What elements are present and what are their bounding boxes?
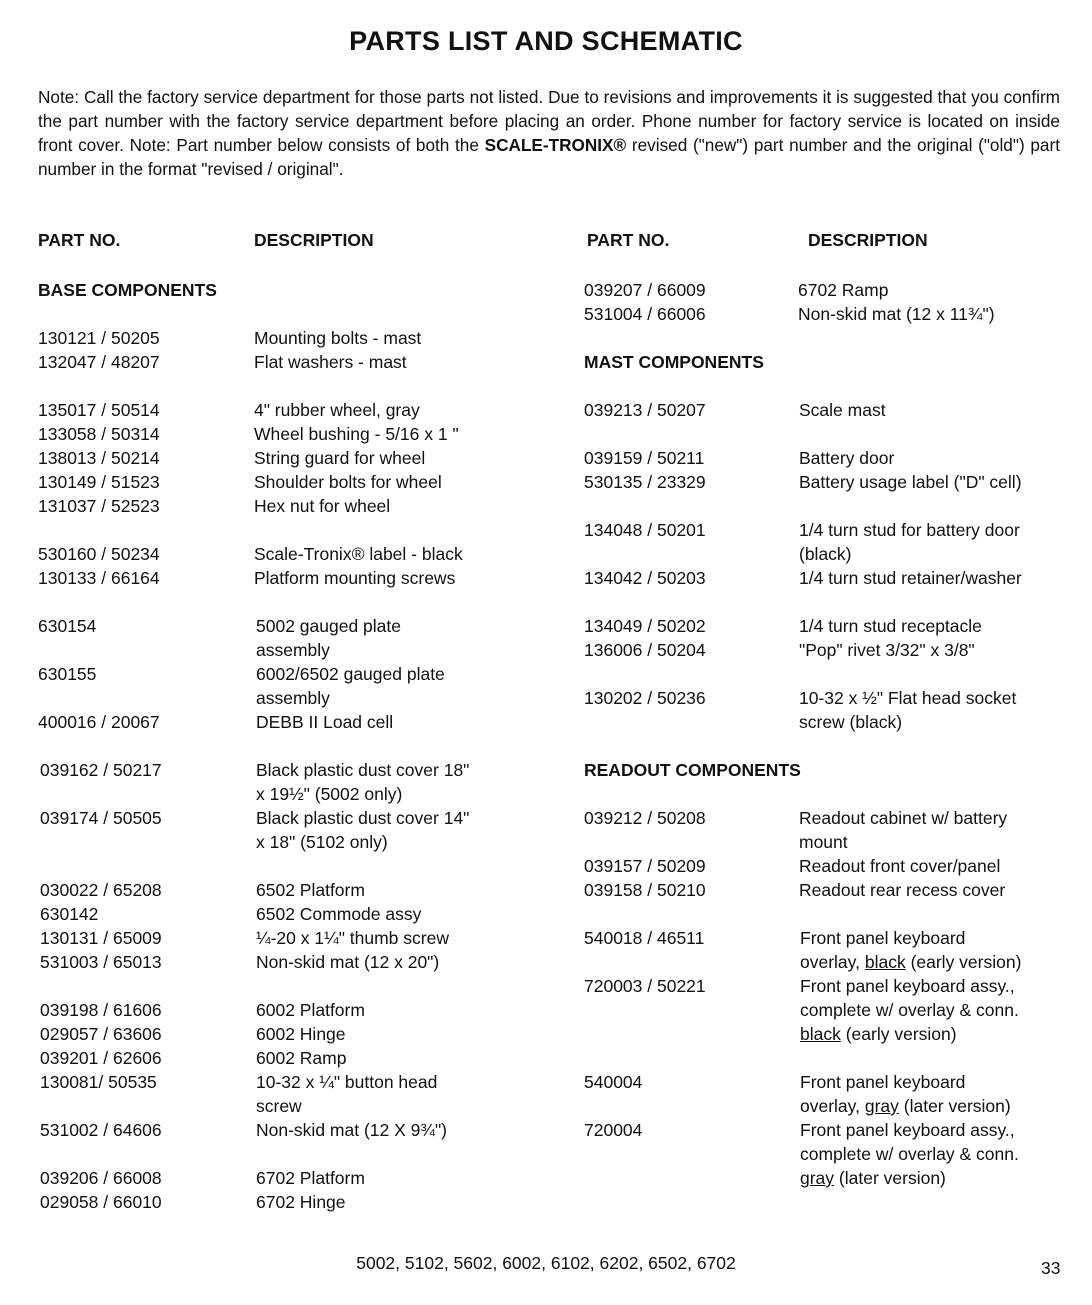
part-number: 135017 / 50514 — [38, 400, 160, 420]
part-number: 138013 / 50214 — [38, 448, 160, 468]
part-number: 130131 / 65009 — [40, 928, 162, 948]
part-description: 1/4 turn stud receptacle — [799, 616, 982, 636]
part-description: Front panel keyboard assy., — [800, 976, 1015, 996]
part-description: "Pop" rivet 3/32" x 3/8" — [799, 640, 975, 660]
part-description: Black plastic dust cover 14" — [256, 808, 470, 828]
part-number: 130133 / 66164 — [38, 568, 160, 588]
part-number: 039174 / 50505 — [40, 808, 162, 828]
part-number: 029058 / 66010 — [40, 1192, 162, 1212]
desc-color: gray — [864, 1096, 899, 1116]
part-number: 540004 — [584, 1072, 643, 1092]
part-number: 130081/ 50535 — [40, 1072, 157, 1092]
part-description: Front panel keyboard assy., — [800, 1120, 1015, 1140]
note-brand: SCALE-TRONIX® — [484, 135, 627, 155]
part-description: Shoulder bolts for wheel — [254, 472, 442, 492]
part-description: Black plastic dust cover 18" — [256, 760, 470, 780]
part-description: Readout front cover/panel — [799, 856, 1001, 876]
part-description: Non-skid mat (12 X 9¾") — [256, 1120, 448, 1140]
page-title: PARTS LIST AND SCHEMATIC — [349, 26, 743, 56]
part-description: 6502 Platform — [256, 880, 365, 900]
part-description: 6002 Platform — [256, 1000, 365, 1020]
part-description: Wheel bushing - 5/16 x 1 " — [254, 424, 459, 444]
part-number: 720003 / 50221 — [584, 976, 706, 996]
part-description: 6002 Hinge — [256, 1024, 346, 1044]
part-number: 134048 / 50201 — [584, 520, 706, 540]
section-base-components: BASE COMPONENTS — [38, 280, 217, 300]
part-description — [800, 1094, 1011, 1118]
part-number: 132047 / 48207 — [38, 352, 160, 372]
part-description: screw (black) — [799, 712, 903, 732]
part-description: Scale-Tronix® label - black — [254, 544, 463, 564]
part-number: 039213 / 50207 — [584, 400, 706, 420]
section-mast-components: MAST COMPONENTS — [584, 352, 764, 372]
part-description: 4" rubber wheel, gray — [254, 400, 420, 420]
part-number: 540018 / 46511 — [584, 928, 705, 948]
part-description: Non-skid mat (12 x 20") — [256, 952, 440, 972]
part-description — [800, 1166, 946, 1190]
section-readout-components: READOUT COMPONENTS — [584, 760, 801, 780]
part-description: Front panel keyboard — [800, 928, 966, 948]
part-description: 10-32 x ½" Flat head socket — [799, 688, 1017, 708]
part-description: Readout cabinet w/ battery — [799, 808, 1008, 828]
part-description: screw — [256, 1096, 302, 1116]
part-description: Mounting bolts - mast — [254, 328, 422, 348]
part-description: DEBB II Load cell — [256, 712, 394, 732]
part-description — [800, 1022, 957, 1046]
part-description: 6002 Ramp — [256, 1048, 347, 1068]
part-number: 134042 / 50203 — [584, 568, 706, 588]
desc-text: overlay, — [800, 1096, 865, 1116]
desc-text: (later version) — [834, 1168, 946, 1188]
part-number: 029057 / 63606 — [40, 1024, 162, 1044]
part-description: Scale mast — [799, 400, 886, 420]
part-description: Platform mounting screws — [254, 568, 456, 588]
part-number: 630142 — [40, 904, 99, 924]
part-number: 630155 — [38, 664, 97, 684]
right-description-header: DESCRIPTION — [808, 230, 928, 250]
desc-color: gray — [800, 1168, 835, 1188]
part-description: Hex nut for wheel — [254, 496, 391, 516]
part-number: 039157 / 50209 — [584, 856, 706, 876]
part-description: Flat washers - mast — [254, 352, 407, 372]
desc-text: (later version) — [898, 1096, 1011, 1116]
left-partno-header: PART NO. — [38, 230, 121, 250]
part-number: 531002 / 64606 — [40, 1120, 162, 1140]
part-number: 039212 / 50208 — [584, 808, 706, 828]
part-description: (black) — [799, 544, 852, 564]
note-paragraph — [38, 85, 1060, 181]
part-number: 030022 / 65208 — [40, 880, 162, 900]
part-description: complete w/ overlay & conn. — [800, 1000, 1019, 1020]
model-list: 5002, 5102, 5602, 6002, 6102, 6202, 6502, 6702 — [356, 1253, 736, 1273]
part-number: 720004 — [584, 1120, 643, 1140]
part-number: 039206 / 66008 — [40, 1168, 162, 1188]
part-description: 6502 Commode assy — [256, 904, 422, 924]
desc-color: black — [864, 952, 906, 972]
part-description — [800, 950, 1021, 974]
part-number: 531003 / 65013 — [40, 952, 162, 972]
part-description: 6702 Hinge — [256, 1192, 346, 1212]
part-description: Battery usage label ("D" cell) — [799, 472, 1022, 492]
part-number: 131037 / 52523 — [38, 496, 160, 516]
part-number: 530135 / 23329 — [584, 472, 706, 492]
part-number: 130149 / 51523 — [38, 472, 160, 492]
part-description: Non-skid mat (12 x 11¾") — [798, 304, 995, 324]
part-description: mount — [799, 832, 848, 852]
page-number: 33 — [1041, 1258, 1061, 1278]
part-number: 530160 / 50234 — [38, 544, 160, 564]
part-description: 1/4 turn stud retainer/washer — [799, 568, 1022, 588]
part-description: x 19½" (5002 only) — [256, 784, 403, 804]
part-number: 039162 / 50217 — [40, 760, 162, 780]
note-text: Note: Call the factory service department for those parts not listed. Due to revisions and improvements it is suggested that you confirm the part number with the factory service department before placing an order. Phone number for factory service is located on inside front cover. Note: Part number below consists of both the — [38, 87, 1060, 155]
part-number: 136006 / 50204 — [584, 640, 706, 660]
part-number: 531004 / 66006 — [584, 304, 706, 324]
note-text-end: revised ("new") part number and the original ("old") part number in the format "revised / original". — [38, 135, 1060, 179]
desc-text: (early version) — [905, 952, 1022, 972]
part-number: 039158 / 50210 — [584, 880, 706, 900]
part-description: x 18" (5102 only) — [256, 832, 388, 852]
desc-color: black — [800, 1024, 841, 1044]
part-number: 400016 / 20067 — [38, 712, 160, 732]
part-description: 1/4 turn stud for battery door — [799, 520, 1020, 540]
part-number: 039159 / 50211 — [584, 448, 705, 468]
part-number: 039201 / 62606 — [40, 1048, 162, 1068]
part-description: 10-32 x ¼" button head — [256, 1072, 438, 1092]
part-description: complete w/ overlay & conn. — [800, 1144, 1019, 1164]
part-description: Readout rear recess cover — [799, 880, 1006, 900]
part-description: assembly — [256, 640, 330, 660]
desc-text: (early version) — [840, 1024, 957, 1044]
part-number: 130121 / 50205 — [38, 328, 160, 348]
part-description: 6002/6502 gauged plate — [256, 664, 445, 684]
part-description: String guard for wheel — [254, 448, 426, 468]
part-number: 134049 / 50202 — [584, 616, 706, 636]
part-description: 6702 Ramp — [798, 280, 889, 300]
part-description: assembly — [256, 688, 330, 708]
desc-text: overlay, — [800, 952, 865, 972]
part-description: 6702 Platform — [256, 1168, 365, 1188]
part-description: Front panel keyboard — [800, 1072, 966, 1092]
left-description-header: DESCRIPTION — [254, 230, 374, 250]
right-partno-header: PART NO. — [587, 230, 670, 250]
part-number: 130202 / 50236 — [584, 688, 706, 708]
part-description: Battery door — [799, 448, 895, 468]
part-number: 133058 / 50314 — [38, 424, 160, 444]
part-number: 039198 / 61606 — [40, 1000, 162, 1020]
part-number: 039207 / 66009 — [584, 280, 706, 300]
part-description: 5002 gauged plate — [256, 616, 401, 636]
part-number: 630154 — [38, 616, 97, 636]
part-description: ¼-20 x 1¼" thumb screw — [256, 928, 449, 948]
